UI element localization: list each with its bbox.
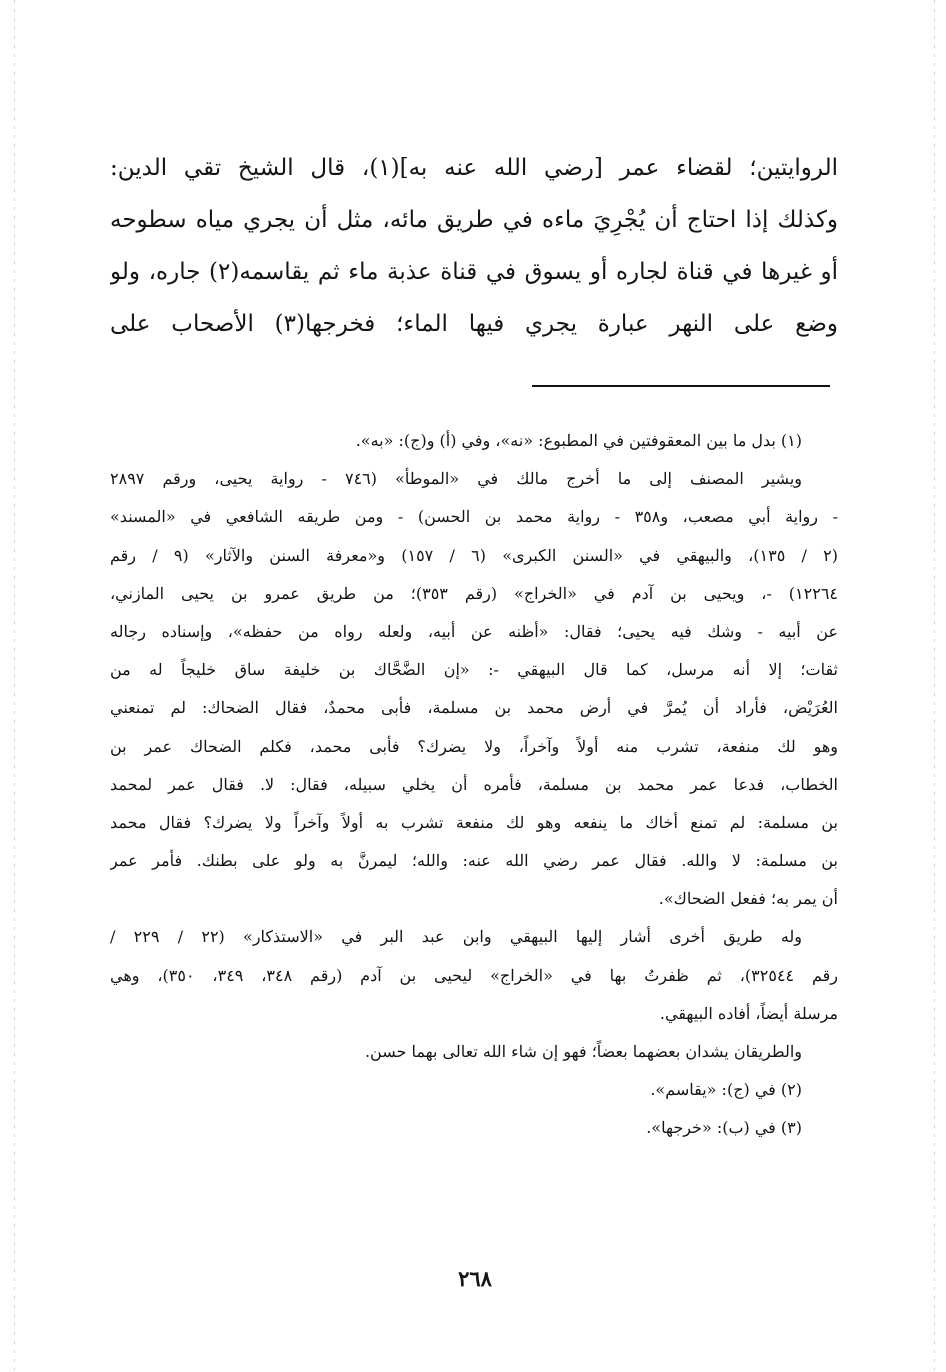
footnote-line: ثقات؛ إلا أنه مرسل، كما قال البيهقي -: «إن الضَّحَّاك بن خليفة ساق خليجاً له من [110, 660, 838, 680]
main-text-block [110, 142, 838, 350]
footnote-line: وله طريق أخرى أشار إليها البيهقي وابن عبد البر في «الاستذكار» (٢٢ / ٢٢٩ / [110, 927, 802, 947]
main-text-line: وضع على النهر عبارة يجري فيها الماء؛ فخرجها(٣) الأصحاب على [110, 311, 838, 337]
scan-edge-right [934, 0, 935, 1372]
footnote-line: رقم ٣٢٥٤٤)، ثم ظفرتُ بها في «الخراج» ليحيى بن آدم (رقم ٣٤٨، ٣٤٩، ٣٥٠)، وهي [110, 965, 838, 985]
footnote-line: أن يمر به؛ ففعل الضحاك». [658, 889, 838, 909]
footnote-line: مرسلة أيضاً، أفاده البيهقي. [659, 1003, 838, 1023]
footnote-line: (٢ / ١٣٥)، والبيهقي في «السنن الكبرى» (٦ / ١٥٧) و«معرفة السنن والآثار» (٩ / رقم [110, 545, 838, 565]
footnote-line: ويشير المصنف إلى ما أخرج مالك في «الموطأ» (٧٤٦ - رواية يحيى، ورقم ٢٨٩٧ [110, 469, 803, 489]
footnote-line: وهو لك منفعة، تشرب منه أولاً وآخراً، ولا يضرك؟ فأبى محمد، فكلم الضحاك عمر بن [110, 736, 838, 756]
main-text-line: وكذلك إذا احتاج أن يُجْرِيَ ماءه في طريق مائه، مثل أن يجري مياه سطوحه [110, 207, 838, 233]
main-text-line: أو غيرها في قناة لجاره أو يسوق في قناة عذبة ماء ثم يقاسمه(٢) جاره، ولو [110, 259, 838, 285]
footnote-line: عن أبيه - وشك فيه يحيى؛ فقال: «أظنه عن أبيه، ولعله رواه من حفظه»، وإسناده رجاله [110, 621, 838, 641]
footnote-line: الخطاب، فدعا عمر محمد بن مسلمة، فأمره أن يخلي سبيله، فقال: لا. فقال عمر لمحمد [110, 774, 838, 794]
footnote-3: (٣) في (ب): «خرجها». [646, 1118, 802, 1138]
footnote-line: بن مسلمة: لا والله. فقال عمر رضي الله عنه: والله؛ ليمرنَّ به ولو على بطنك. فأمر عمر [110, 851, 838, 871]
page-number: ٢٦٨ [458, 1266, 492, 1291]
footnote-line: العُرَيْض، فأراد أن يُمرَّ في أرض محمد بن مسلمة، فأبى محمدٌ، فقال الضحاك: لم تمنعني [110, 698, 838, 718]
footnote-line: ١٢٢٦٤) -، ويحيى بن آدم في «الخراج» (رقم ٣٥٣)؛ من طريق عمرو بن يحيى المازني، [110, 583, 838, 603]
footnote-line: والطريقان يشدان بعضهما بعضاً؛ فهو إن شاء الله تعالى بهما حسن. [364, 1042, 802, 1061]
footnotes-block [110, 422, 838, 1148]
footnote-2: (٢) في (ج): «يقاسم». [650, 1080, 802, 1100]
footnote-line: - رواية أبي مصعب، و٣٥٨ - رواية محمد بن الحسن) - ومن طريقه الشافعي في «المسند» [110, 507, 838, 527]
main-text-line: الروايتين؛ لقضاء عمر [رضي الله عنه به](١)، قال الشيخ تقي الدين: [110, 155, 838, 181]
footnote-separator [532, 385, 830, 387]
scan-edge-left [14, 0, 15, 1372]
footnote-1-heading: (١) بدل ما بين المعقوفتين في المطبوع: «نه»، وفي (أ) و(ج): «به». [355, 431, 802, 450]
footnote-line: بن مسلمة: لم تمنع أخاك ما ينفعه وهو لك منفعة تشرب به أولاً وآخراً ولا يضرك؟ فقال محمد [110, 812, 838, 832]
